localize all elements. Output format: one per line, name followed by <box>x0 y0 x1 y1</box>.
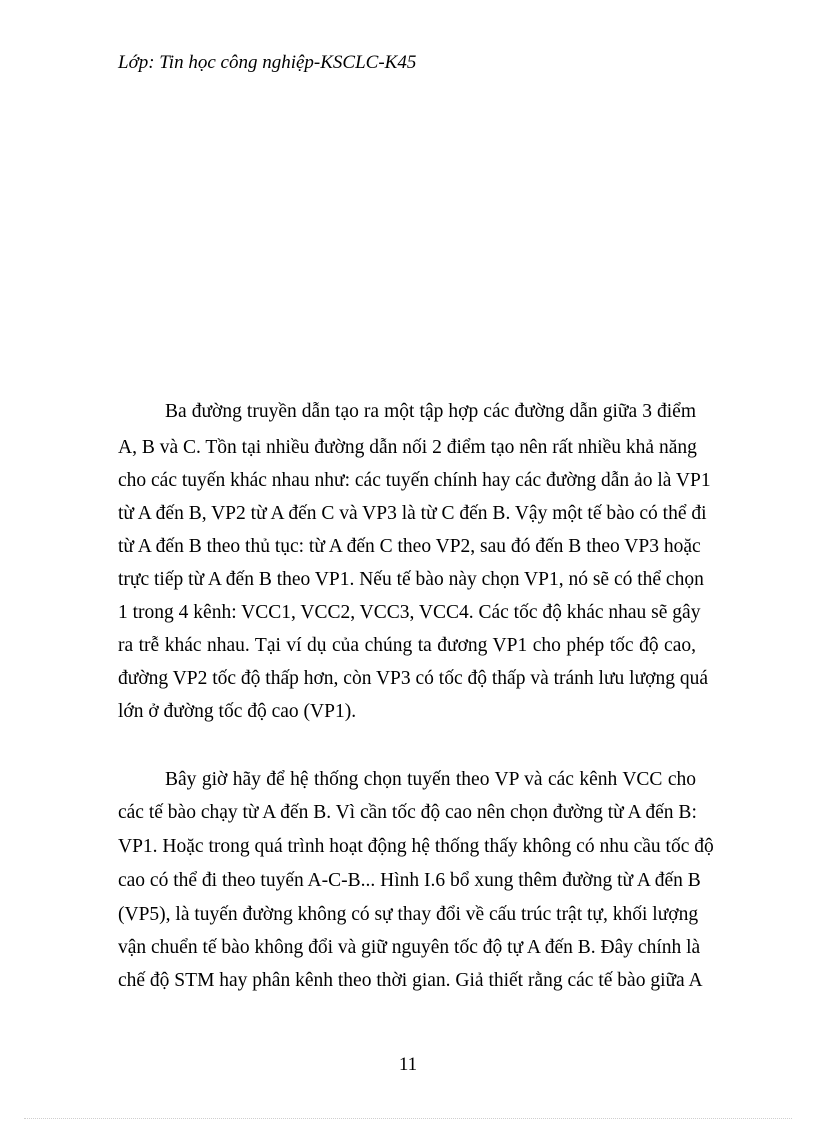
paragraph-line: trực tiếp từ A đến B theo VP1. Nếu tế bào này chọn VP1, nó sẽ có thể chọn <box>118 569 704 590</box>
paragraph-line: vận chuển tế bào không đổi và giữ nguyên tốc độ tự A đến B. Đây chính là <box>118 937 701 958</box>
header-class-label: Lớp: Tin học công nghiệp-KSCLC-K45 <box>118 52 417 73</box>
paragraph-line: đường VP2 tốc độ thấp hơn, còn VP3 có tốc độ thấp và tránh lưu lượng quá <box>118 668 708 689</box>
paragraph-line: VP1. Hoặc trong quá trình hoạt động hệ thống thấy không có nhu cầu tốc độ <box>118 836 714 857</box>
paragraph-line: từ A đến B theo thủ tục: từ A đến C theo VP2, sau đó đến B theo VP3 hoặc <box>118 536 701 557</box>
page-number: 11 <box>398 1054 418 1075</box>
paragraph-line: các tế bào chạy từ A đến B. Vì cần tốc độ cao nên chọn đường từ A đến B: <box>118 802 697 823</box>
paragraph-line: Bây giờ hãy để hệ thống chọn tuyến theo VP và các kênh VCC cho <box>165 769 696 790</box>
paragraph-line: cao có thể đi theo tuyến A-C-B... Hình I.6 bổ xung thêm đường từ A đến B <box>118 870 701 891</box>
paragraph-line: (VP5), là tuyến đường không có sự thay đổi về cấu trúc trật tự, khối lượng <box>118 904 699 925</box>
footer-divider <box>24 1118 792 1119</box>
paragraph-line: A, B và C. Tồn tại nhiều đường dẫn nối 2 điểm tạo nên rất nhiều khả năng <box>118 437 697 458</box>
paragraph-line: 1 trong 4 kênh: VCC1, VCC2, VCC3, VCC4. Các tốc độ khác nhau sẽ gây <box>118 602 701 623</box>
paragraph-line: Ba đường truyền dẫn tạo ra một tập hợp các đường dẫn giữa 3 điểm <box>165 401 696 422</box>
paragraph-line: cho các tuyến khác nhau như: các tuyến chính hay các đường dẫn ảo là VP1 <box>118 470 711 491</box>
paragraph-line: ra trễ khác nhau. Tại ví dụ của chúng ta đương VP1 cho phép tốc độ cao, <box>118 635 696 656</box>
paragraph-line: chế độ STM hay phân kênh theo thời gian. Giả thiết rằng các tế bào giữa A <box>118 970 703 991</box>
paragraph-line: lớn ở đường tốc độ cao (VP1). <box>118 701 357 722</box>
paragraph-line: từ A đến B, VP2 từ A đến C và VP3 là từ C đến B. Vậy một tế bào có thể đi <box>118 503 707 524</box>
